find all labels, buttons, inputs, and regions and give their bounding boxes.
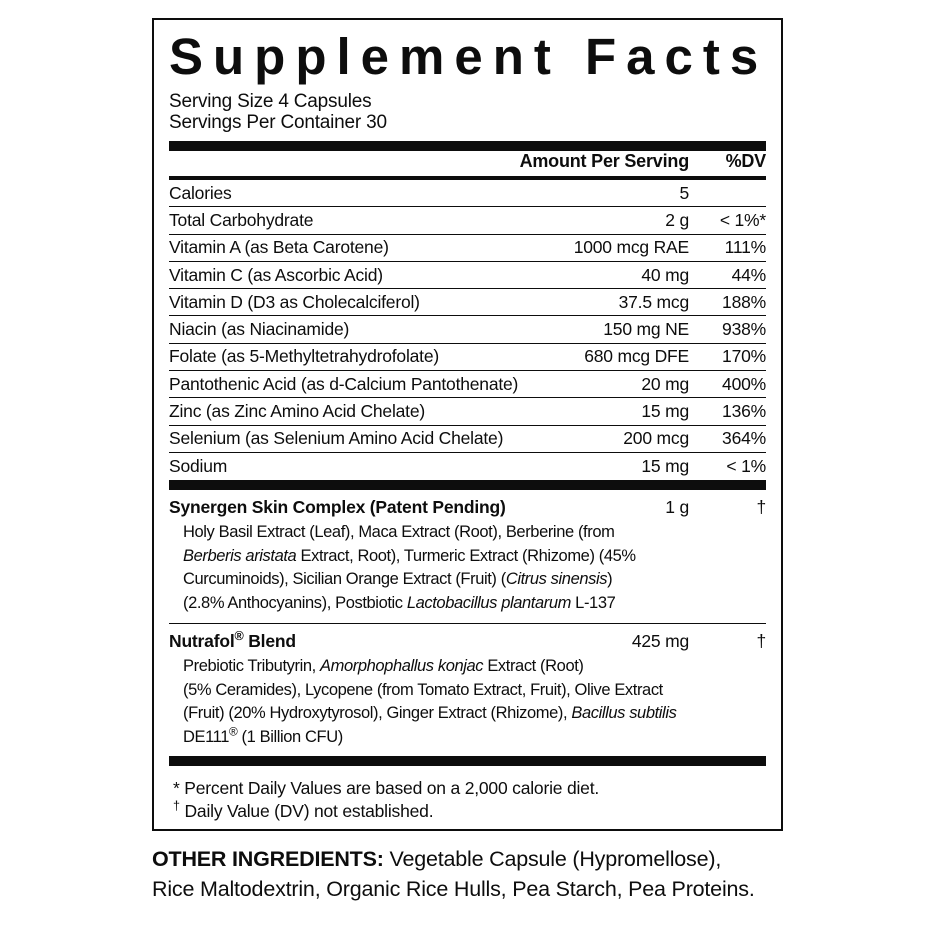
blend-header-row — [169, 490, 766, 521]
nutrient-amount: 15 mg — [641, 401, 689, 422]
footnote-dv-not-established: † Daily Value (DV) not established. — [173, 798, 434, 821]
servings-per-container: Servings Per Container 30 — [169, 112, 387, 133]
nutrient-amount: 20 mg — [641, 373, 689, 394]
nutrient-amount: 40 mg — [641, 264, 689, 285]
table-row — [169, 207, 766, 234]
footnotes — [169, 777, 766, 822]
blend-ingredients-line: (2.8% Anthocyanins), Postbiotic Lactobacillus plantarum L-137 — [183, 593, 616, 612]
nutrient-name: Total Carbohydrate — [169, 209, 314, 230]
serving-size: Serving Size 4 Capsules — [169, 91, 372, 112]
divider-bar-thick — [169, 141, 766, 151]
table-row — [169, 180, 766, 207]
nutrient-dv: 170% — [722, 346, 766, 367]
table-header-row — [169, 151, 766, 180]
blend-ingredients-line: (Fruit) (20% Hydroxytyrosol), Ginger Extract (Rhizome), Bacillus subtilis — [183, 704, 677, 723]
table-row — [169, 426, 766, 453]
blend-dv: † — [756, 496, 766, 517]
nutrient-name: Vitamin C (as Ascorbic Acid) — [169, 264, 383, 285]
nutrient-dv: 364% — [722, 428, 766, 449]
nutrient-name: Selenium (as Selenium Amino Acid Chelate) — [169, 428, 504, 449]
table-row — [169, 316, 766, 343]
blend-ingredients — [183, 655, 766, 749]
footnote-daily-values: * Percent Daily Values are based on a 2,000 calorie diet. — [173, 778, 600, 799]
other-ingredients — [152, 845, 832, 904]
table-row — [169, 398, 766, 425]
table-row — [169, 235, 766, 262]
blend-ingredients — [183, 521, 766, 615]
nutrient-name: Sodium — [169, 456, 228, 477]
nutrient-dv: 111% — [724, 237, 766, 258]
blend-ingredients-line: Berberis aristata Extract, Root), Turmeric Extract (Rhizome) (45% — [183, 546, 636, 565]
blend-section-nutrafol — [169, 624, 766, 749]
header-amount-per-serving: Amount Per Serving — [519, 151, 689, 171]
nutrient-amount: 680 mcg DFE — [584, 346, 689, 367]
nutrient-amount: 1000 mcg RAE — [573, 237, 689, 258]
blend-header-row — [169, 624, 766, 655]
table-row — [169, 453, 766, 480]
panel-title: Supplement Facts — [169, 28, 769, 85]
nutrient-name: Folate (as 5-Methyltetrahydrofolate) — [169, 346, 440, 367]
blend-ingredients-line: Prebiotic Tributyrin, Amorphophallus konjac Extract (Root) — [183, 657, 584, 676]
nutrient-dv: < 1%* — [719, 209, 766, 230]
blend-amount: 425 mg — [631, 630, 689, 651]
blend-ingredients-line: Holy Basil Extract (Leaf), Maca Extract (Root), Berberine (from — [183, 523, 615, 542]
other-ingredients-line: OTHER INGREDIENTS: Vegetable Capsule (Hypromellose), — [152, 847, 722, 871]
nutrient-dv: 400% — [722, 373, 766, 394]
blend-dv: † — [756, 630, 766, 651]
nutrient-dv: 938% — [722, 319, 766, 340]
nutrient-name: Vitamin D (D3 as Cholecalciferol) — [169, 291, 420, 312]
nutrient-name: Vitamin A (as Beta Carotene) — [169, 237, 389, 258]
divider-bar-thick — [169, 480, 766, 490]
blend-name: Nutrafol® Blend — [169, 630, 296, 651]
nutrient-name: Zinc (as Zinc Amino Acid Chelate) — [169, 401, 426, 422]
table-row — [169, 344, 766, 371]
nutrient-amount: 37.5 mcg — [618, 291, 689, 312]
blend-ingredients-line: Curcuminoids), Sicilian Orange Extract (Fruit) (Citrus sinensis) — [183, 570, 613, 589]
blend-name: Synergen Skin Complex (Patent Pending) — [169, 496, 506, 517]
divider-bar-thick — [169, 756, 766, 766]
nutrient-amount: 15 mg — [641, 456, 689, 477]
table-row — [169, 289, 766, 316]
nutrient-amount: 5 — [679, 182, 689, 203]
blend-ingredients-line: (5% Ceramides), Lycopene (from Tomato Extract, Fruit), Olive Extract — [183, 680, 663, 699]
supplement-facts-panel — [152, 18, 783, 831]
nutrient-amount: 150 mg NE — [603, 319, 689, 340]
other-ingredients-line: Rice Maltodextrin, Organic Rice Hulls, Pea Starch, Pea Proteins. — [152, 876, 755, 901]
header-percent-dv: %DV — [725, 151, 766, 171]
nutrient-dv: 44% — [731, 264, 766, 285]
nutrient-name: Niacin (as Niacinamide) — [169, 319, 350, 340]
nutrient-name: Pantothenic Acid (as d-Calcium Pantothenate) — [169, 373, 519, 394]
blend-ingredients-line: DE111® (1 Billion CFU) — [183, 724, 343, 746]
table-row — [169, 262, 766, 289]
nutrient-dv: 136% — [722, 401, 766, 422]
blend-section-synergen — [169, 490, 766, 615]
nutrient-name: Calories — [169, 182, 232, 203]
nutrient-amount: 200 mcg — [623, 428, 689, 449]
serving-info — [169, 91, 766, 133]
nutrient-dv: < 1% — [726, 456, 766, 477]
nutrient-amount: 2 g — [665, 209, 689, 230]
blend-amount: 1 g — [665, 496, 689, 517]
nutrient-dv: 188% — [722, 291, 766, 312]
table-row — [169, 371, 766, 398]
